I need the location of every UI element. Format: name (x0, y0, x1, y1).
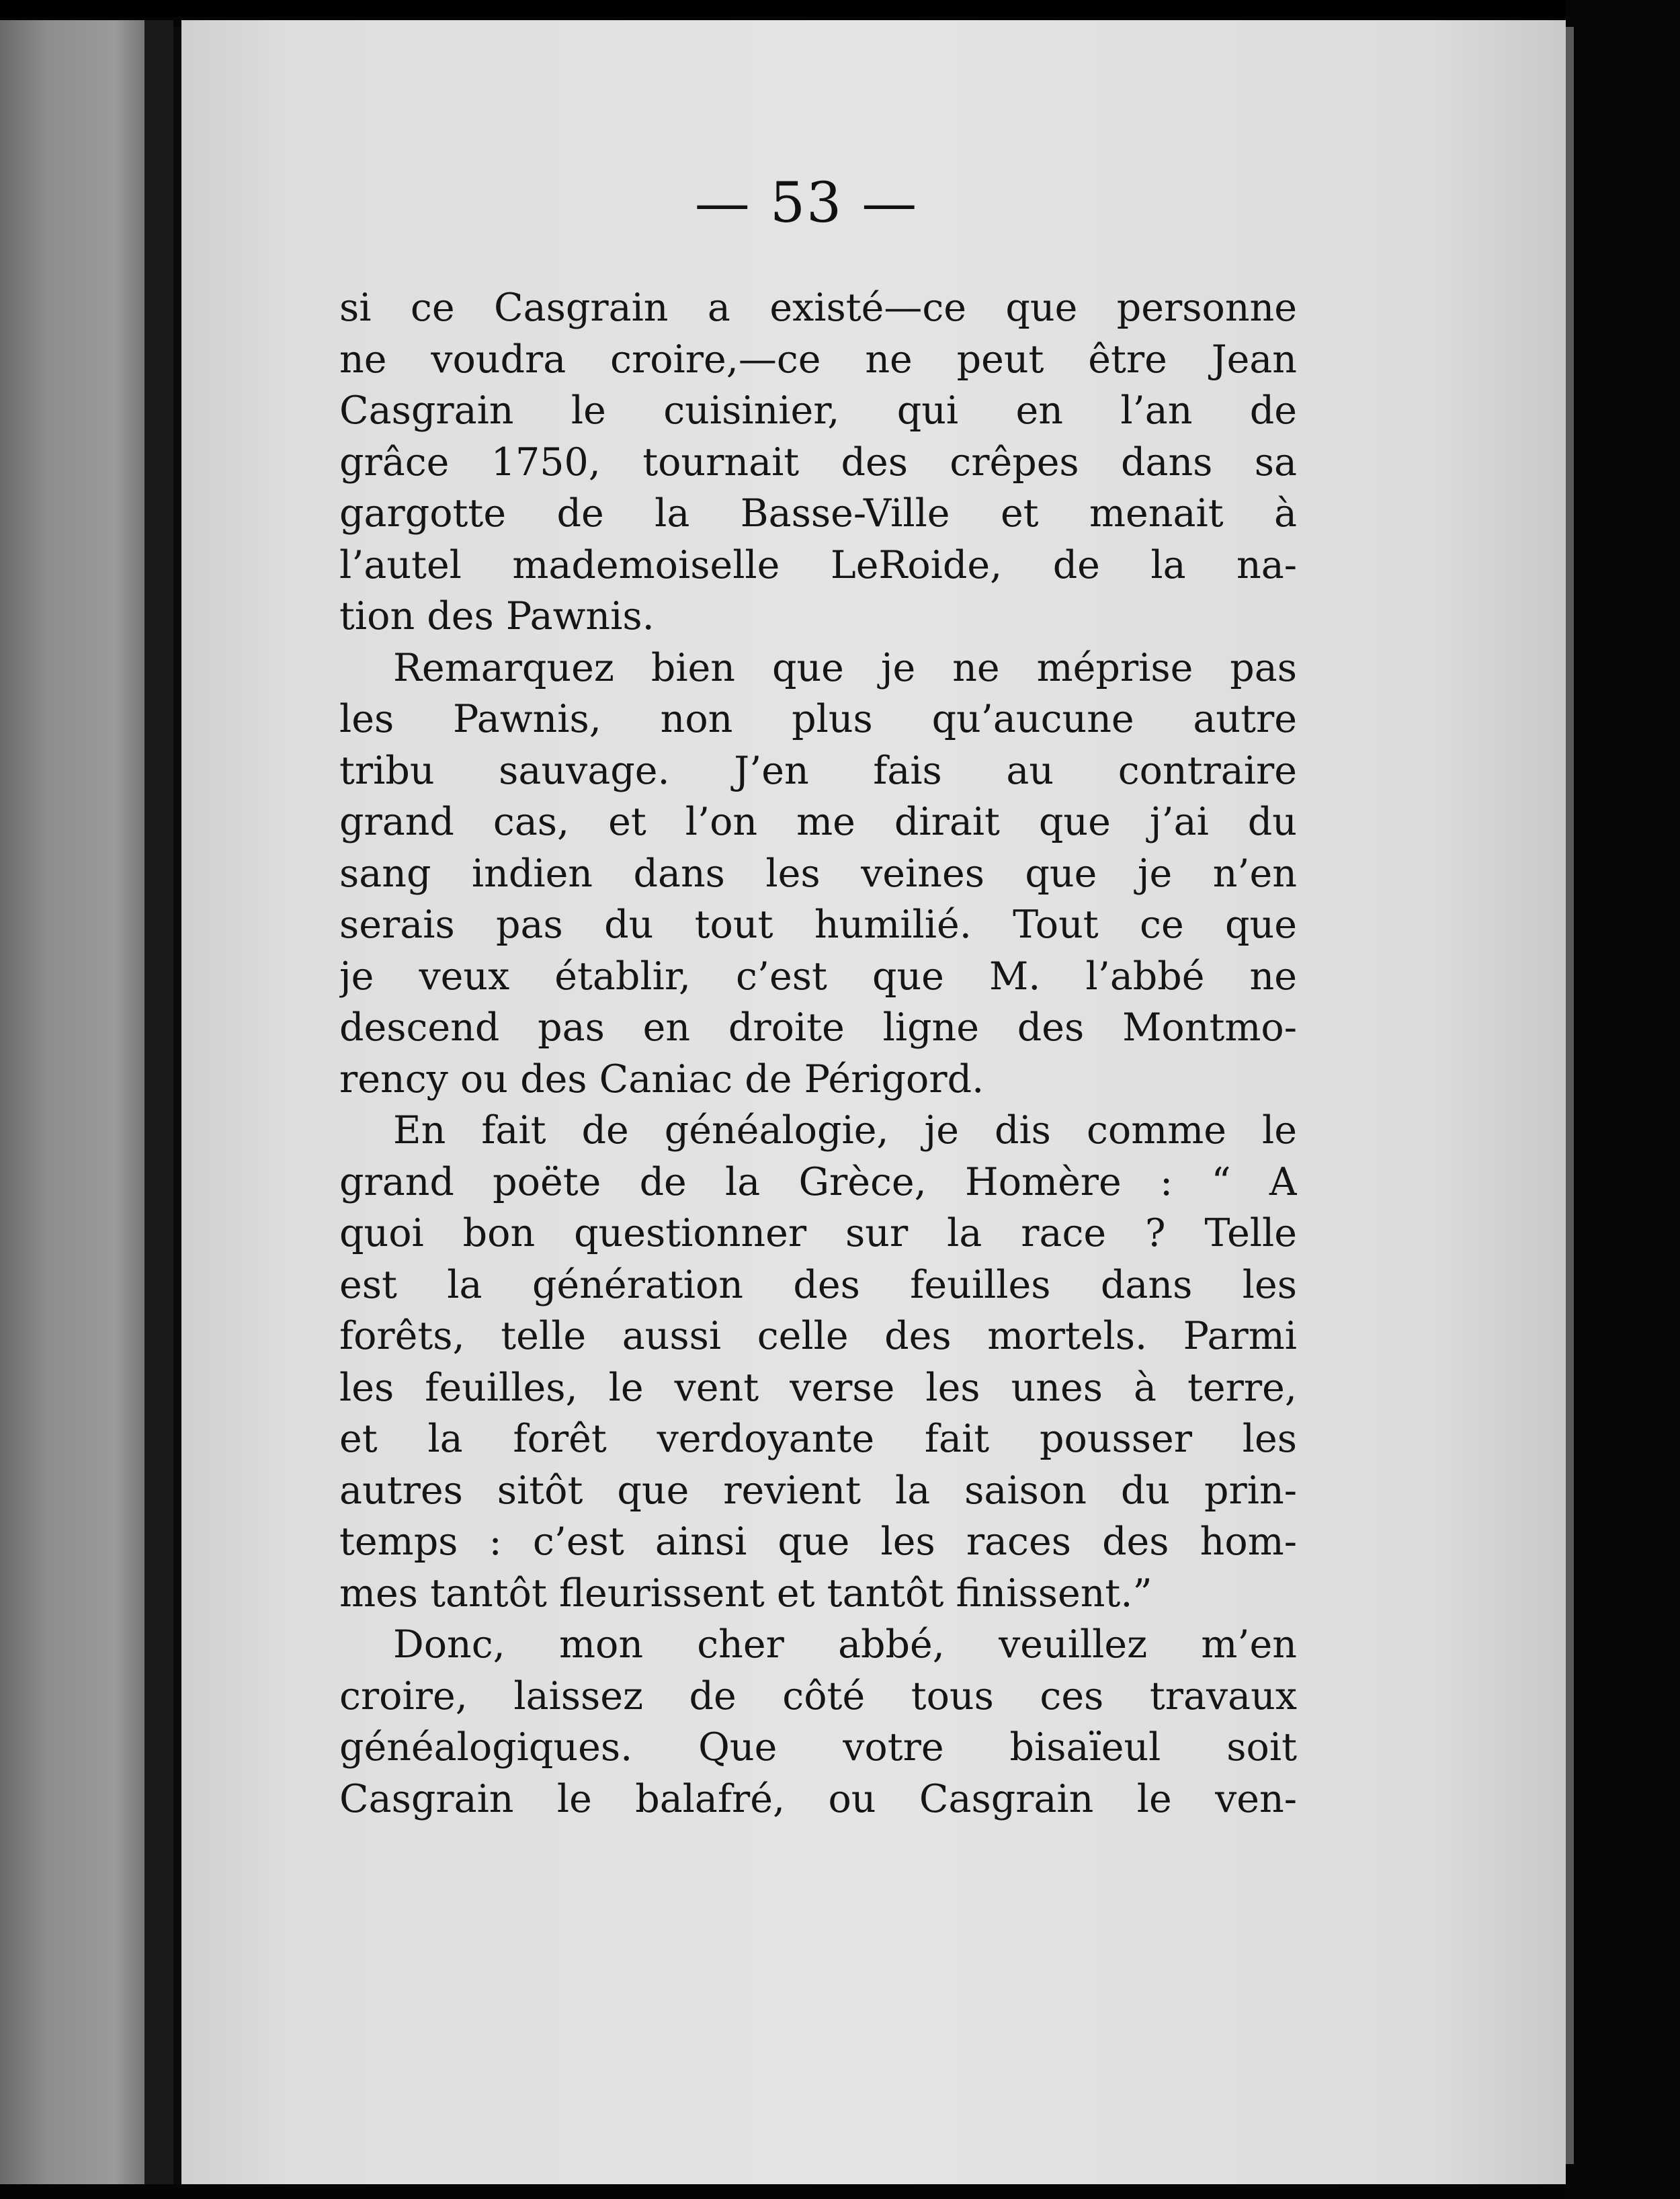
page-number: — 53 — (694, 171, 919, 235)
text-line: si ce Casgrain a existé—ce que personne (339, 286, 1297, 330)
text-line: tion des Pawnis. (339, 594, 655, 638)
text-line: les Pawnis, non plus qu’aucune autre (339, 697, 1297, 741)
text-line: temps : c’est ainsi que les races des hom- (339, 1520, 1297, 1564)
text-line: ne voudra croire,—ce ne peut être Jean (339, 337, 1297, 382)
text-line: l’autel mademoiselle LeRoide, de la na- (339, 542, 1297, 587)
text-line: mes tantôt fleurissent et tantôt finissent.” (339, 1571, 1152, 1616)
text-line: généalogiques. Que votre bisaïeul soit (339, 1725, 1297, 1770)
text-line: les feuilles, le vent verse les unes à terre, (339, 1365, 1297, 1410)
text-line: croire, laissez de côté tous ces travaux (339, 1673, 1297, 1718)
text-line: rency ou des Caniac de Périgord. (339, 1056, 984, 1102)
text-line: grand poëte de la Grèce, Homère : “ A (339, 1159, 1297, 1204)
scan-top-border (0, 0, 1680, 17)
text-line: et la forêt verdoyante fait pousser les (339, 1417, 1297, 1461)
text-line: sang indien dans les veines que je n’en (339, 851, 1297, 896)
text-line: Casgrain le cuisinier, qui en l’an de (339, 388, 1297, 433)
scan-right-border (1566, 0, 1680, 2199)
text-line: forêts, telle aussi celle des mortels. Parmi (339, 1314, 1297, 1358)
text-line: autres sitôt que revient la saison du prin- (339, 1468, 1297, 1513)
binding-line (173, 27, 181, 2184)
text-line: descend pas en droite ligne des Montmo- (339, 1005, 1297, 1050)
text-line: grâce 1750, tournait des crêpes dans sa (339, 440, 1297, 485)
text-line: serais pas du tout humilié. Tout ce que (339, 903, 1297, 947)
text-line: gargotte de la Basse-Ville et menait à (339, 491, 1297, 536)
gutter-shadow (144, 20, 173, 2184)
page-edge-sliver (1566, 27, 1574, 2164)
text-line: Remarquez bien que je ne méprise pas (393, 645, 1297, 690)
text-line: Casgrain le balafré, ou Casgrain le ven- (339, 1776, 1297, 1821)
facing-page-edge (0, 20, 144, 2184)
text-line: est la génération des feuilles dans les (339, 1262, 1297, 1307)
body-text (339, 282, 1297, 1825)
text-line: quoi bon questionner sur la race ? Telle (339, 1211, 1297, 1255)
text-line: je veux établir, c’est que M. l’abbé ne (339, 954, 1297, 999)
text-line: Donc, mon cher abbé, veuillez m’en (393, 1622, 1297, 1667)
text-line: grand cas, et l’on me dirait que j’ai du (339, 800, 1297, 844)
text-line: En fait de généalogie, je dis comme le (393, 1108, 1297, 1153)
text-line: tribu sauvage. J’en fais au contraire (339, 748, 1297, 793)
